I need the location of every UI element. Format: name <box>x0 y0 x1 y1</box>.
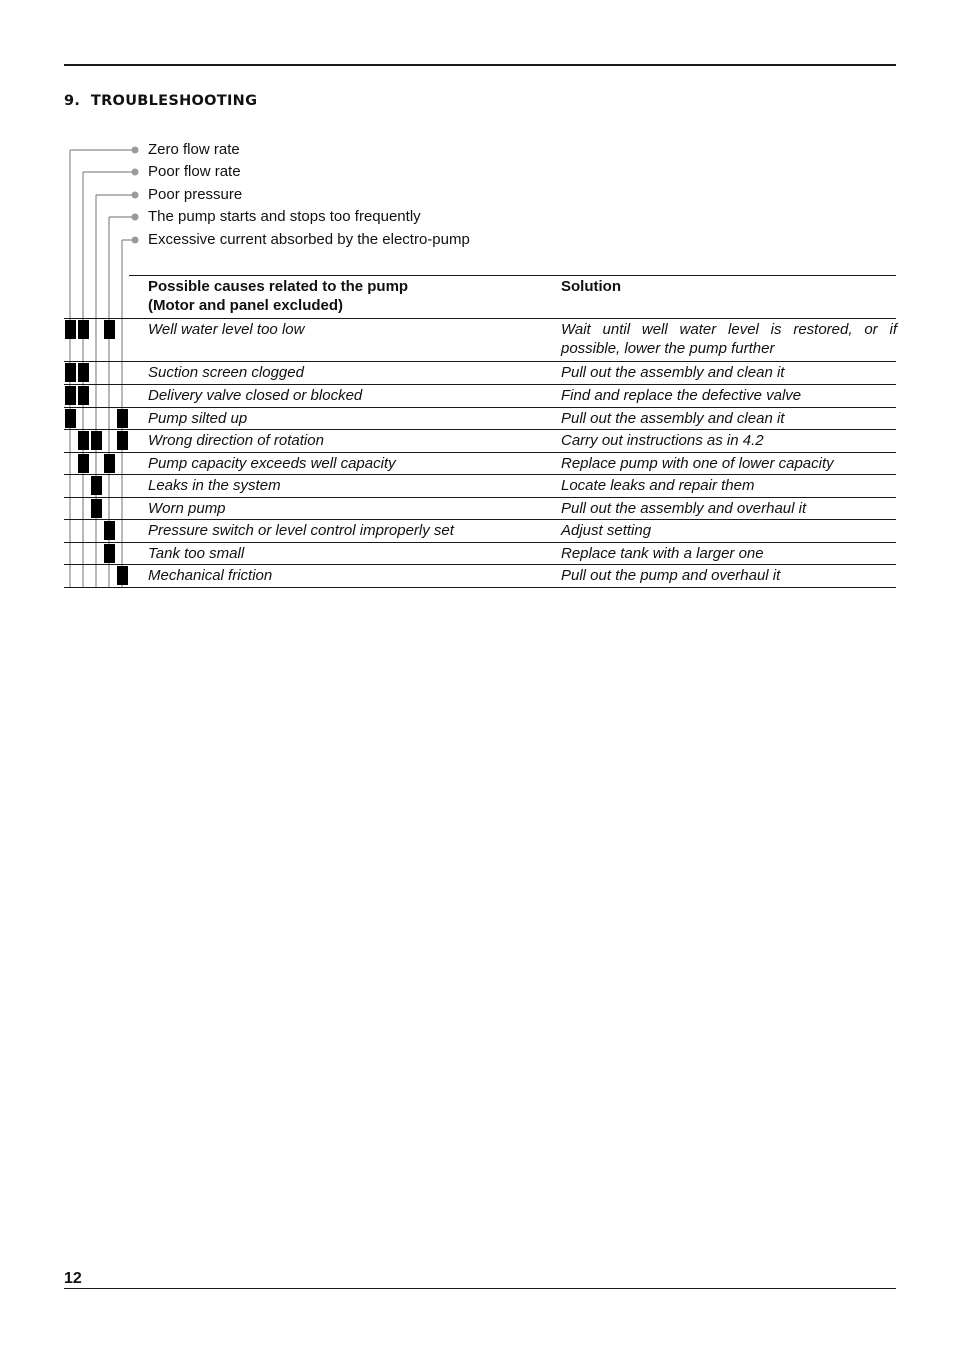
header-causes-line2: (Motor and panel excluded) <box>148 297 344 314</box>
row-rule <box>64 452 896 453</box>
symptom-mark <box>65 386 76 405</box>
symptom-mark <box>65 409 76 428</box>
symptom-mark <box>91 476 102 495</box>
symptom-label-excess-current: Excessive current absorbed by the electro-pump <box>148 231 470 248</box>
symptom-mark <box>117 409 128 428</box>
symptom-mark <box>78 386 89 405</box>
symptom-label-poor-pressure: Poor pressure <box>148 186 243 203</box>
page-number: 12 <box>64 1270 82 1287</box>
symptom-mark <box>78 431 89 450</box>
symptom-mark <box>65 363 76 382</box>
symptom-label-zero-flow: Zero flow rate <box>148 141 240 158</box>
table-row-cause: Pressure switch or level control improperly set <box>148 522 454 539</box>
table-bottom-rule <box>64 587 896 588</box>
row-rule <box>64 361 896 362</box>
row-rule <box>64 429 896 430</box>
symptom-mark <box>117 566 128 585</box>
section-number: 9. <box>64 93 81 109</box>
row-rule <box>64 519 896 520</box>
table-row-cause: Delivery valve closed or blocked <box>148 387 363 404</box>
symptom-mark <box>104 454 115 473</box>
symptom-mark <box>104 544 115 563</box>
table-row-cause: Well water level too low <box>148 321 305 338</box>
row-rule <box>64 474 896 475</box>
row-rule <box>64 384 896 385</box>
table-row-cause: Wrong direction of rotation <box>148 432 324 449</box>
row-rule <box>64 564 896 565</box>
table-row-solution: Replace tank with a larger one <box>561 545 764 562</box>
table-row-cause: Suction screen clogged <box>148 364 304 381</box>
symptom-mark <box>104 320 115 339</box>
symptom-mark <box>91 499 102 518</box>
table-row-solution: Pull out the assembly and clean it <box>561 410 785 427</box>
header-causes-line1: Possible causes related to the pump <box>148 278 409 295</box>
table-row-cause: Worn pump <box>148 500 226 517</box>
symptom-mark <box>78 320 89 339</box>
symptom-label-frequent-cycling: The pump starts and stops too frequently <box>148 208 421 225</box>
table-row-solution: Carry out instructions as in 4.2 <box>561 432 764 449</box>
legend-dot-icon <box>132 169 139 176</box>
symptom-mark <box>78 363 89 382</box>
symptom-label-poor-flow: Poor flow rate <box>148 163 241 180</box>
legend-dot-icon <box>132 237 139 244</box>
table-row-solution: Replace pump with one of lower capacity <box>561 455 834 472</box>
symptom-mark <box>78 454 89 473</box>
legend-dot-icon <box>132 214 139 221</box>
table-row-cause: Pump silted up <box>148 410 248 427</box>
symptom-mark <box>65 320 76 339</box>
section-title: TROUBLESHOOTING <box>90 93 258 109</box>
table-row-cause: Tank too small <box>148 545 245 562</box>
row-rule <box>64 497 896 498</box>
symptom-mark <box>117 431 128 450</box>
bottom-rule <box>64 1288 896 1289</box>
header-solution: Solution <box>561 278 621 295</box>
table-row-solution: Adjust setting <box>561 522 652 539</box>
table-row-solution: Pull out the assembly and clean it <box>561 364 785 381</box>
row-rule <box>64 542 896 543</box>
row-rule <box>64 407 896 408</box>
legend-dot-icon <box>132 192 139 199</box>
row-rule <box>64 318 896 319</box>
table-row-solution: Pull out the pump and overhaul it <box>561 567 781 584</box>
table-row-cause: Leaks in the system <box>148 477 281 494</box>
symptom-mark <box>104 521 115 540</box>
header-causes <box>148 277 408 315</box>
table-row-solution: Find and replace the defective valve <box>561 387 802 404</box>
legend-dot-icon <box>132 147 139 154</box>
table-top-rule <box>129 275 896 276</box>
symptom-mark <box>91 431 102 450</box>
table-row-cause: Pump capacity exceeds well capacity <box>148 455 396 472</box>
table-row-solution: Pull out the assembly and overhaul it <box>561 500 807 517</box>
table-row-solution: Wait until well water level is restored, or if possible, lower the pump further <box>561 321 897 357</box>
table-row-cause: Mechanical friction <box>148 567 273 584</box>
table-row-solution: Locate leaks and repair them <box>561 477 755 494</box>
